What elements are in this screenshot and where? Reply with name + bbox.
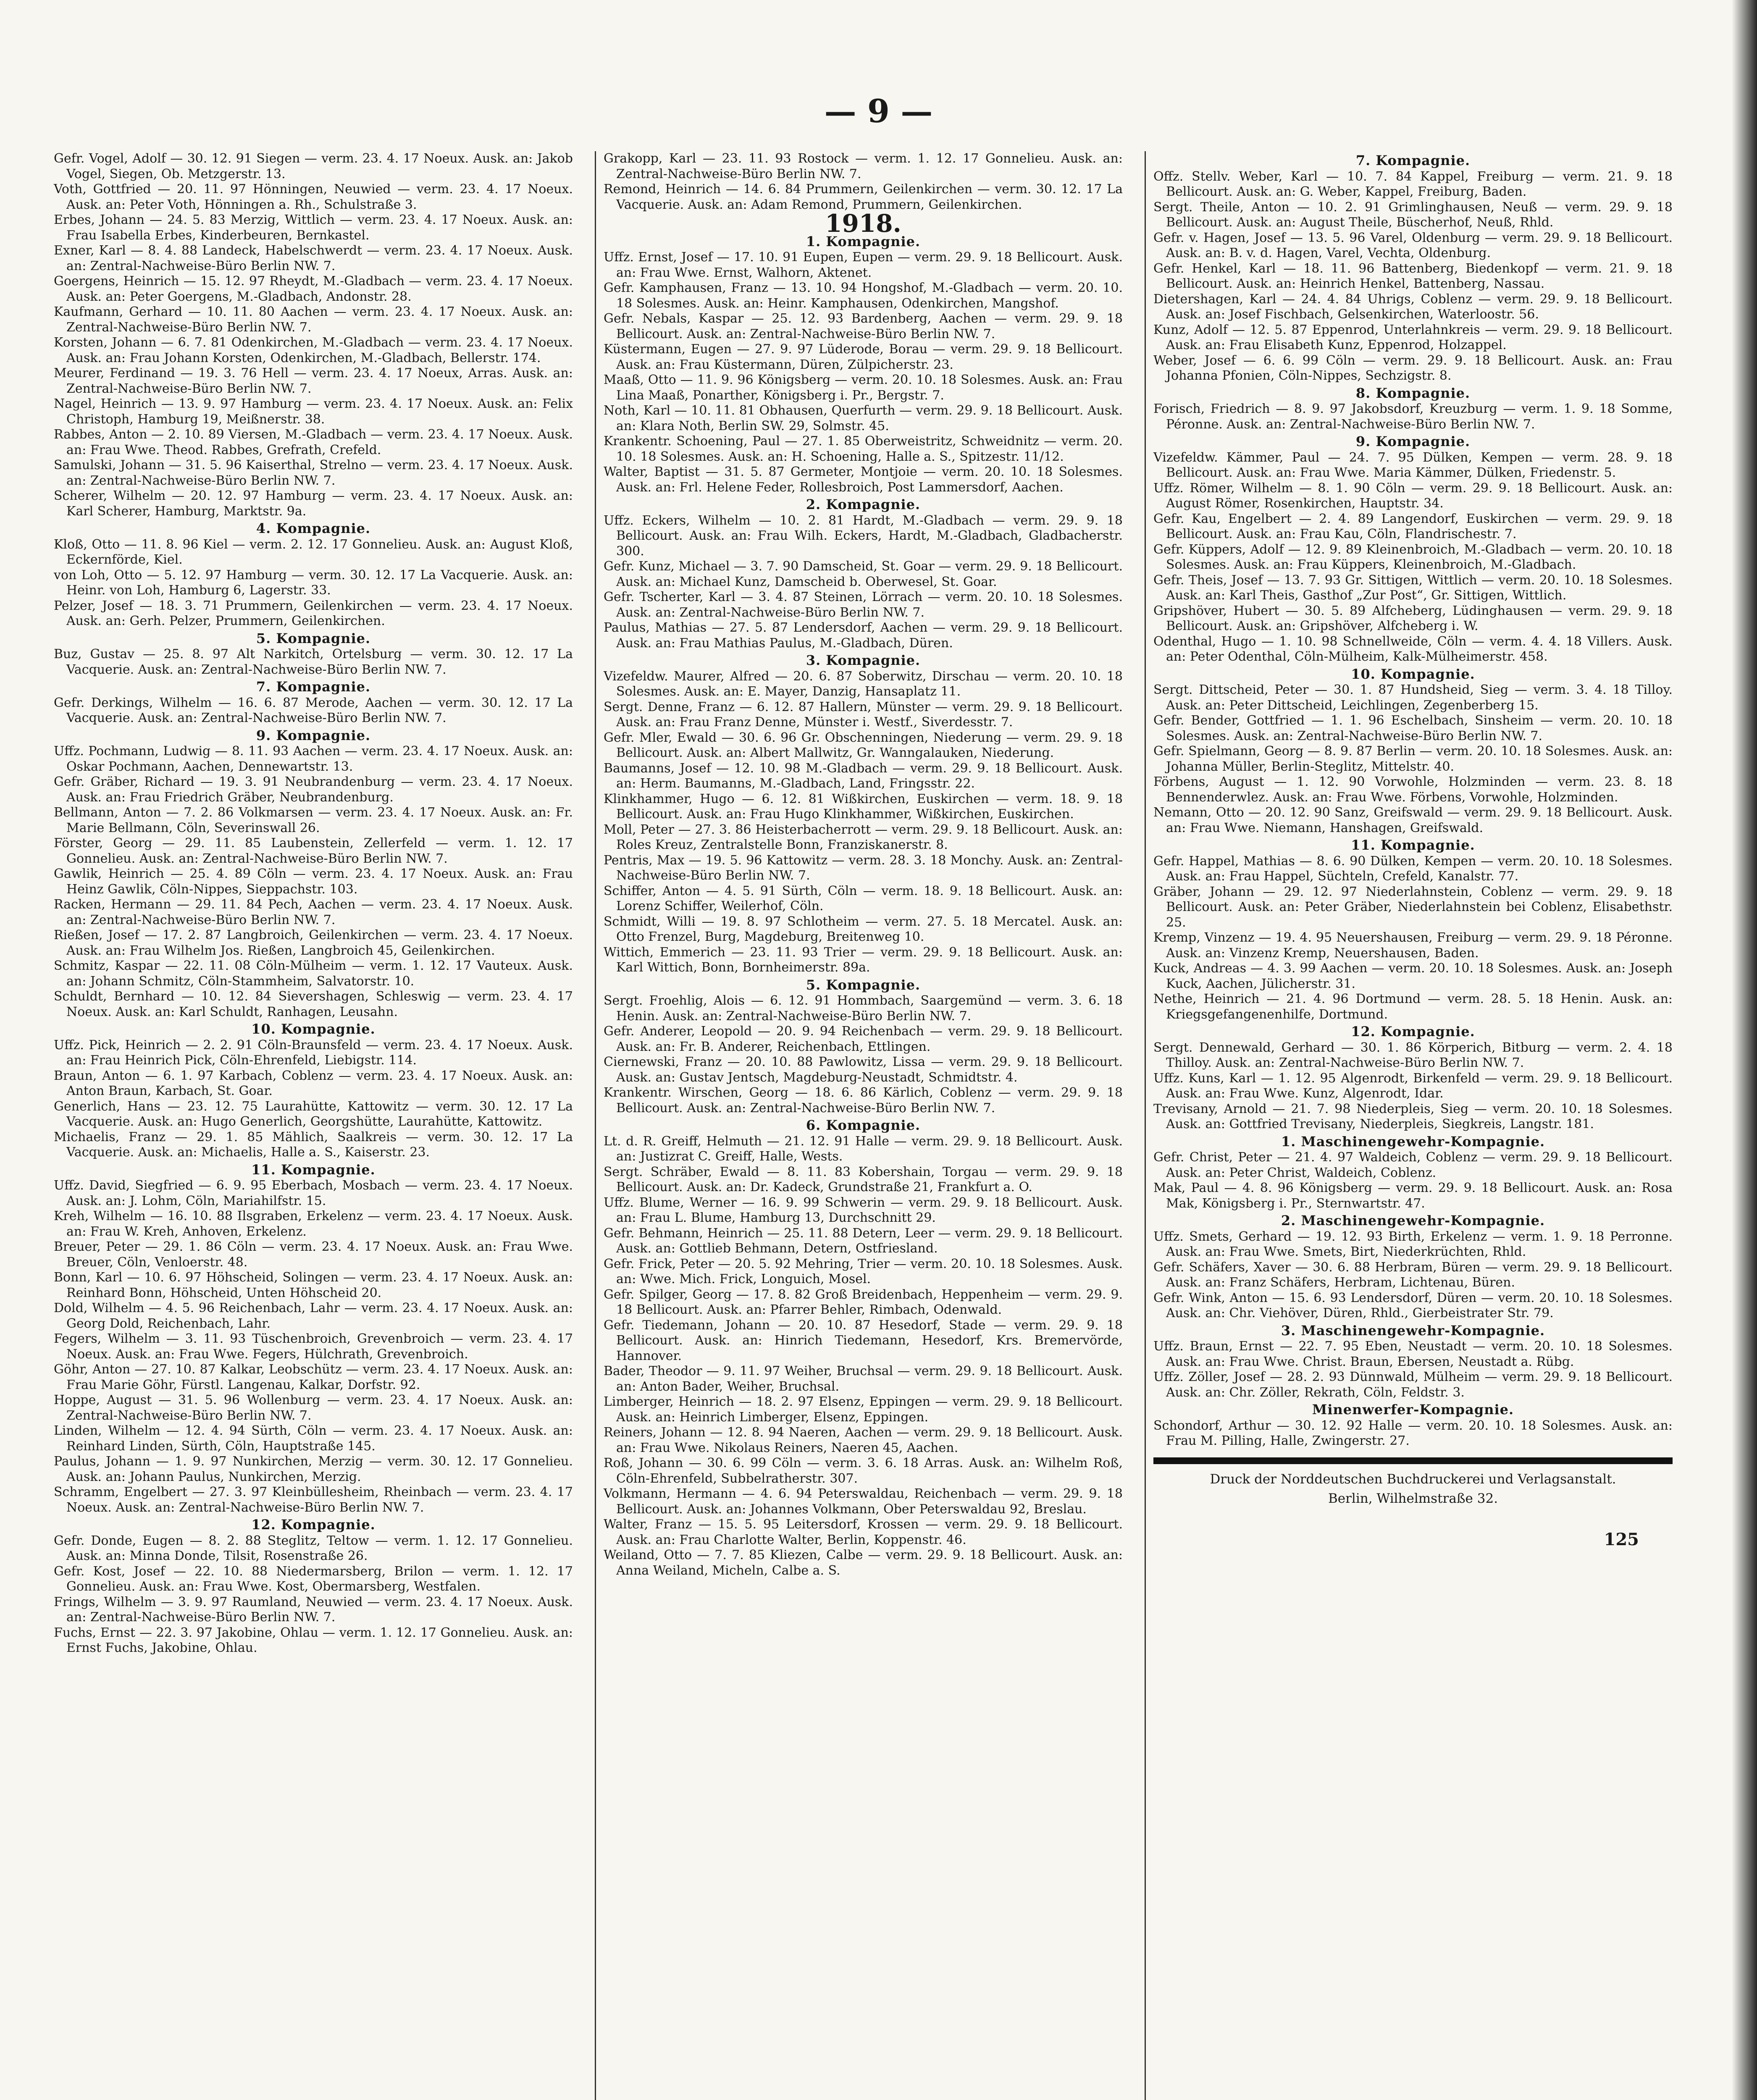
- casualty-entry: Kaufmann, Gerhard — 10. 11. 80 Aachen — verm. 23. 4. 17 Noeux. Ausk. an: Zentral-Nachweise-Büro Berlin NW. 7.: [54, 304, 573, 335]
- casualty-entry: Kremp, Vinzenz — 19. 4. 95 Neuershausen, Freiburg — verm. 29. 9. 18 Péronne. Ausk. an: Vinzenz Kremp, Neuershausen, Baden.: [1153, 930, 1673, 961]
- casualty-entry: Meurer, Ferdinand — 19. 3. 76 Hell — verm. 23. 4. 17 Noeux, Arras. Ausk. an: Zentral-Nachweise-Büro Berlin NW. 7.: [54, 366, 573, 396]
- casualty-entry: Exner, Karl — 8. 4. 88 Landeck, Habelschwerdt — verm. 23. 4. 17 Noeux. Ausk. an: Zentral-Nachweise-Büro Berlin NW. 7.: [54, 243, 573, 273]
- casualty-entry: Förbens, August — 1. 12. 90 Vorwohle, Holzminden — verm. 23. 8. 18 Bennenderwlez. Ausk. an: Frau Wwe. Förbens, Vorwohle, Holzminden.: [1153, 774, 1673, 805]
- casualty-entry: Uffz. Pick, Heinrich — 2. 2. 91 Cöln-Braunsfeld — verm. 23. 4. 17 Noeux. Ausk. an: Frau Heinrich Pick, Cöln-Ehrenfeld, Liebigstr. 114.: [54, 1037, 573, 1068]
- casualty-entry: Ciernewski, Franz — 20. 10. 88 Pawlowitz, Lissa — verm. 29. 9. 18 Bellicourt. Ausk. an: Gustav Jentsch, Magdeburg-Neustadt, Schmidtstr. 4.: [604, 1055, 1123, 1085]
- casualty-entry: Gefr. Bender, Gottfried — 1. 1. 96 Eschelbach, Sinsheim — verm. 20. 10. 18 Solesmes. Ausk. an: Zentral-Nachweise-Büro Berlin NW. 7.: [1153, 713, 1673, 743]
- casualty-entry: Sergt. Froehlig, Alois — 6. 12. 91 Hommbach, Saargemünd — verm. 3. 6. 18 Henin. Ausk. an: Zentral-Nachweise-Büro Berlin NW. 7.: [604, 993, 1123, 1024]
- casualty-entry: Sergt. Denne, Franz — 6. 12. 87 Hallern, Münster — verm. 29. 9. 18 Bellicourt. Ausk. an: Frau Franz Denne, Münster i. Westf., Siverdesstr. 7.: [604, 699, 1123, 730]
- casualty-entry: Uffz. Eckers, Wilhelm — 10. 2. 81 Hardt, M.-Gladbach — verm. 29. 9. 18 Bellicourt. Ausk. an: Frau Wilh. Eckers, Hardt, M.-Gladbach, Gladbacherstr. 300.: [604, 513, 1123, 559]
- column-2: [595, 151, 1130, 2100]
- casualty-entry: Fegers, Wilhelm — 3. 11. 93 Tüschenbroich, Grevenbroich — verm. 23. 4. 17 Noeux. Ausk. an: Frau Wwe. Fegers, Hülchrath, Grevenbroich.: [54, 1331, 573, 1362]
- casualty-entry: Goergens, Heinrich — 15. 12. 97 Rheydt, M.-Gladbach — verm. 23. 4. 17 Noeux. Ausk. an: Peter Goergens, M.-Gladbach, Andonstr. 28.: [54, 274, 573, 304]
- casualty-entry: Gefr. Spilger, Georg — 17. 8. 82 Groß Breidenbach, Heppenheim — verm. 29. 9. 18 Bellicourt. Ausk. an: Pfarrer Behler, Rimbach, Odenwald.: [604, 1287, 1123, 1317]
- casualty-entry: Kreh, Wilhelm — 16. 10. 88 Ilsgraben, Erkelenz — verm. 23. 4. 17 Noeux. Ausk. an: Frau W. Kreh, Anhoven, Erkelenz.: [54, 1209, 573, 1239]
- casualty-entry: Limberger, Heinrich — 18. 2. 97 Elsenz, Eppingen — verm. 29. 9. 18 Bellicourt. Ausk. an: Heinrich Limberger, Elsenz, Eppingen.: [604, 1394, 1123, 1425]
- casualty-entry: Gefr. Küppers, Adolf — 12. 9. 89 Kleinenbroich, M.-Gladbach — verm. 20. 10. 18 Solesmes. Ausk. an: Frau Küppers, Kleinenbroich, M.-Gladbach.: [1153, 542, 1673, 572]
- casualty-entry: Gefr. Schäfers, Xaver — 30. 6. 88 Herbram, Büren — verm. 29. 9. 18 Bellicourt. Ausk. an: Franz Schäfers, Herbram, Lichtenau, Büren.: [1153, 1260, 1673, 1290]
- casualty-entry: Gefr. Wink, Anton — 15. 6. 93 Lendersdorf, Düren — verm. 20. 10. 18 Solesmes. Ausk. an: Chr. Viehöver, Düren, Rhld., Gierbeistrater Str. 79.: [1153, 1290, 1673, 1320]
- casualty-entry: Trevisany, Arnold — 21. 7. 98 Niederpleis, Sieg — verm. 20. 10. 18 Solesmes. Ausk. an: Gottfried Trevisany, Niederpleis, Siegkreis, Langstr. 181.: [1153, 1101, 1673, 1131]
- casualty-entry: Sergt. Dennewald, Gerhard — 30. 1. 86 Körperich, Bitburg — verm. 2. 4. 18 Thilloy. Ausk. an: Zentral-Nachweise-Büro Berlin NW. 7.: [1153, 1040, 1673, 1070]
- company-heading: 10. Kompagnie.: [1351, 666, 1475, 682]
- company-heading: 5. Kompagnie.: [256, 630, 371, 646]
- casualty-entry: Wittich, Emmerich — 23. 11. 93 Trier — verm. 29. 9. 18 Bellicourt. Ausk. an: Karl Wittich, Bonn, Bornheimerstr. 89a.: [604, 945, 1123, 975]
- company-heading: 12. Kompagnie.: [1351, 1024, 1475, 1040]
- casualty-entry: Uffz. Blume, Werner — 16. 9. 99 Schwerin — verm. 29. 9. 18 Bellicourt. Ausk. an: Frau L. Blume, Hamburg 13, Durchschnitt 29.: [604, 1195, 1123, 1225]
- casualty-entry: Uffz. David, Siegfried — 6. 9. 95 Eberbach, Mosbach — verm. 23. 4. 17 Noeux. Ausk. an: J. Lohm, Cöln, Mariahilfstr. 15.: [54, 1178, 573, 1208]
- casualty-entry: Gefr. Frick, Peter — 20. 5. 92 Mehring, Trier — verm. 20. 10. 18 Solesmes. Ausk. an: Wwe. Mich. Frick, Longuich, Mosel.: [604, 1256, 1123, 1286]
- casualty-entry: Uffz. Ernst, Josef — 17. 10. 91 Eupen, Eupen — verm. 29. 9. 18 Bellicourt. Ausk. an: Frau Wwe. Ernst, Walhorn, Aktenet.: [604, 250, 1123, 280]
- casualty-entry: Uffz. Pochmann, Ludwig — 8. 11. 93 Aachen — verm. 23. 4. 17 Noeux. Ausk. an: Oskar Pochmann, Aachen, Dennewartstr. 13.: [54, 744, 573, 774]
- casualty-entry: Nagel, Heinrich — 13. 9. 97 Hamburg — verm. 23. 4. 17 Noeux. Ausk. an: Felix Christoph, Hamburg 19, Meißnerstr. 38.: [54, 396, 573, 427]
- casualty-entry: Walter, Franz — 15. 5. 95 Leitersdorf, Krossen — verm. 29. 9. 18 Bellicourt. Ausk. an: Frau Charlotte Walter, Berlin, Koppenstr. 46.: [604, 1517, 1123, 1547]
- casualty-entry: Gefr. Kunz, Michael — 3. 7. 90 Damscheid, St. Goar — verm. 29. 9. 18 Bellicourt. Ausk. an: Michael Kunz, Damscheid b. Oberwesel, St. Goar.: [604, 559, 1123, 589]
- casualty-entry: Gefr. Donde, Eugen — 8. 2. 88 Steglitz, Teltow — verm. 1. 12. 17 Gonnelieu. Ausk. an: Minna Donde, Tilsit, Rosenstraße 26.: [54, 1533, 573, 1563]
- company-heading: 3. Maschinengewehr-Kompagnie.: [1281, 1322, 1545, 1339]
- printer-imprint: Druck der Norddeutschen Buchdruckerei und Verlagsanstalt.: [1210, 1471, 1616, 1487]
- casualty-entry: Uffz. Kuns, Karl — 1. 12. 95 Algenrodt, Birkenfeld — verm. 29. 9. 18 Bellicourt. Ausk. an: Frau Wwe. Kunz, Algenrodt, Idar.: [1153, 1071, 1673, 1101]
- casualty-entry: Samulski, Johann — 31. 5. 96 Kaiserthal, Strelno — verm. 23. 4. 17 Noeux. Ausk. an: Zentral-Nachweise-Büro Berlin NW. 7.: [54, 458, 573, 488]
- casualty-entry: von Loh, Otto — 5. 12. 97 Hamburg — verm. 30. 12. 17 La Vacquerie. Ausk. an: Heinr. von Loh, Hamburg 6, Lagerstr. 33.: [54, 567, 573, 598]
- casualty-entry: Erbes, Johann — 24. 5. 83 Merzig, Wittlich — verm. 23. 4. 17 Noeux. Ausk. an: Frau Isabella Erbes, Kinderbeuren, Bernkastel.: [54, 213, 573, 243]
- casualty-entry: Vizefeldw. Kämmer, Paul — 24. 7. 95 Dülken, Kempen — verm. 28. 9. 18 Bellicourt. Ausk. an: Frau Wwe. Maria Kämmer, Dülken, Friedenstr. 5.: [1153, 450, 1673, 480]
- company-heading: 9. Kompagnie.: [1355, 433, 1471, 449]
- company-heading: 7. Kompagnie.: [256, 679, 371, 695]
- casualty-entry: Gefr. Theis, Josef — 13. 7. 93 Gr. Sittigen, Wittlich — verm. 20. 10. 18 Solesmes. Ausk. an: Karl Theis, Gasthof „Zur Post“, Gr. Sittigen, Wittlich.: [1153, 572, 1673, 603]
- casualty-entry: Klinkhammer, Hugo — 6. 12. 81 Wißkirchen, Euskirchen — verm. 18. 9. 18 Bellicourt. Ausk. an: Frau Hugo Klinkhammer, Wißkirchen, Euskirchen.: [604, 791, 1123, 822]
- casualty-entry: Voth, Gottfried — 20. 11. 97 Hönningen, Neuwied — verm. 23. 4. 17 Noeux. Ausk. an: Peter Voth, Hönningen a. Rh., Schulstraße 3.: [54, 182, 573, 212]
- casualty-entry: Vizefeldw. Maurer, Alfred — 20. 6. 87 Soberwitz, Dirschau — verm. 20. 10. 18 Solesmes. Ausk. an: E. Mayer, Danzig, Hansaplatz 11.: [604, 669, 1123, 699]
- casualty-entry: Gefr. Kau, Engelbert — 2. 4. 89 Langendorf, Euskirchen — verm. 29. 9. 18 Bellicourt. Ausk. an: Frau Kau, Cöln, Flandrischestr. 7.: [1153, 511, 1673, 541]
- casualty-entry: Uffz. Zöller, Josef — 28. 2. 93 Dünnwald, Mülheim — verm. 29. 9. 18 Bellicourt. Ausk. an: Chr. Zöller, Rekrath, Cöln, Feldstr. 3.: [1153, 1370, 1673, 1400]
- casualty-entry: Gefr. Kost, Josef — 22. 10. 88 Niedermarsberg, Brilon — verm. 1. 12. 17 Gonnelieu. Ausk. an: Frau Wwe. Kost, Obermarsberg, Westfalen.: [54, 1564, 573, 1594]
- casualty-entry: Roß, Johann — 30. 6. 99 Cöln — verm. 3. 6. 18 Arras. Ausk. an: Wilhelm Roß, Cöln-Ehrenfeld, Subbelratherstr. 307.: [604, 1456, 1123, 1486]
- company-heading: 10. Kompagnie.: [251, 1021, 376, 1037]
- company-heading: 1. Kompagnie.: [806, 233, 921, 249]
- casualty-entry: Walter, Baptist — 31. 5. 87 Germeter, Montjoie — verm. 20. 10. 18 Solesmes. Ausk. an: Frl. Helene Feder, Rollesbroich, Post Lammersdorf, Aachen.: [604, 465, 1123, 495]
- casualty-entry: Nethe, Heinrich — 21. 4. 96 Dortmund — verm. 28. 5. 18 Henin. Ausk. an: Kriegsgefangenenhilfe, Dortmund.: [1153, 992, 1673, 1022]
- casualty-entry: Gefr. Derkings, Wilhelm — 16. 6. 87 Merode, Aachen — verm. 30. 12. 17 La Vacquerie. Ausk. an: Zentral-Nachweise-Büro Berlin NW. 7.: [54, 695, 573, 725]
- casualty-entry: Schuldt, Bernhard — 10. 12. 84 Sievershagen, Schleswig — verm. 23. 4. 17 Noeux. Ausk. an: Karl Schuldt, Ranhagen, Leusahn.: [54, 989, 573, 1019]
- casualty-entry: Weiland, Otto — 7. 7. 85 Kliezen, Calbe — verm. 29. 9. 18 Bellicourt. Ausk. an: Anna Weiland, Micheln, Calbe a. S.: [604, 1548, 1123, 1578]
- casualty-entry: Frings, Wilhelm — 3. 9. 97 Raumland, Neuwied — verm. 23. 4. 17 Noeux. Ausk. an: Zentral-Nachweise-Büro Berlin NW. 7.: [54, 1594, 573, 1625]
- casualty-entry: Paulus, Johann — 1. 9. 97 Nunkirchen, Merzig — verm. 30. 12. 17 Gonnelieu. Ausk. an: Johann Paulus, Nunkirchen, Merzig.: [54, 1454, 573, 1484]
- casualty-entry: Baumanns, Josef — 12. 10. 98 M.-Gladbach — verm. 29. 9. 18 Bellicourt. Ausk. an: Herm. Baumanns, M.-Gladbach, Land, Fringsstr. 22.: [604, 761, 1123, 791]
- casualty-entry: Nemann, Otto — 20. 12. 90 Sanz, Greifswald — verm. 29. 9. 18 Bellicourt. Ausk. an: Frau Wwe. Niemann, Hanshagen, Greifswald.: [1153, 805, 1673, 835]
- company-heading: 11. Kompagnie.: [1351, 837, 1475, 853]
- casualty-entry: Gawlik, Heinrich — 25. 4. 89 Cöln — verm. 23. 4. 17 Noeux. Ausk. an: Frau Heinz Gawlik, Cöln-Nippes, Sieppachstr. 103.: [54, 866, 573, 897]
- casualty-entry: Gefr. v. Hagen, Josef — 13. 5. 96 Varel, Oldenburg — verm. 29. 9. 18 Bellicourt. Ausk. an: B. v. d. Hagen, Varel, Vechta, Oldenburg.: [1153, 230, 1673, 260]
- casualty-entry: Gefr. Tiedemann, Johann — 20. 10. 87 Hesedorf, Stade — verm. 29. 9. 18 Bellicourt. Ausk. an: Hinrich Tiedemann, Hesedorf, Krs. Bremervörde, Hannover.: [604, 1318, 1123, 1363]
- casualty-entry: Michaelis, Franz — 29. 1. 85 Mählich, Saalkreis — verm. 30. 12. 17 La Vacquerie. Ausk. an: Michaelis, Halle a. S., Kaiserstr. 23.: [54, 1129, 573, 1160]
- company-heading: 6. Kompagnie.: [806, 1117, 921, 1133]
- casualty-entry: Dold, Wilhelm — 4. 5. 96 Reichenbach, Lahr — verm. 23. 4. 17 Noeux. Ausk. an: Georg Dold, Reichenbach, Lahr.: [54, 1301, 573, 1331]
- casualty-entry: Mak, Paul — 4. 8. 96 Königsberg — verm. 29. 9. 18 Bellicourt. Ausk. an: Rosa Mak, Königsberg i. Pr., Sternwartstr. 47.: [1153, 1181, 1673, 1211]
- casualty-entry: Gefr. Kamphausen, Franz — 13. 10. 94 Hongshof, M.-Gladbach — verm. 20. 10. 18 Solesmes. Ausk. an: Heinr. Kamphausen, Odenkirchen, Mangshof.: [604, 281, 1123, 311]
- company-heading: 8. Kompagnie.: [1355, 385, 1471, 401]
- casualty-entry: Kloß, Otto — 11. 8. 96 Kiel — verm. 2. 12. 17 Gonnelieu. Ausk. an: August Kloß, Eckernförde, Kiel.: [54, 537, 573, 567]
- casualty-entry: Lt. d. R. Greiff, Helmuth — 21. 12. 91 Halle — verm. 29. 9. 18 Bellicourt. Ausk. an: Justizrat C. Greiff, Halle, Wests.: [604, 1134, 1123, 1164]
- casualty-entry: Gefr. Happel, Mathias — 8. 6. 90 Dülken, Kempen — verm. 20. 10. 18 Solesmes. Ausk. an: Frau Happel, Süchteln, Crefeld, Kanalstr. 77.: [1153, 853, 1673, 884]
- page-number: — 9 —: [824, 92, 933, 130]
- casualty-entry: Göhr, Anton — 27. 10. 87 Kalkar, Leobschütz — verm. 23. 4. 17 Noeux. Ausk. an: Frau Marie Göhr, Fürstl. Langenau, Kalkar, Dorfstr. 92.: [54, 1362, 573, 1392]
- casualty-entry: Kunz, Adolf — 12. 5. 87 Eppenrod, Unterlahnkreis — verm. 29. 9. 18 Bellicourt. Ausk. an: Frau Elisabeth Kunz, Eppenrod, Holzappel.: [1153, 322, 1673, 352]
- casualty-entry: Volkmann, Hermann — 4. 6. 94 Peterswaldau, Reichenbach — verm. 29. 9. 18 Bellicourt. Ausk. an: Johannes Volkmann, Ober Peterswaldau 92, Breslau.: [604, 1486, 1123, 1517]
- casualty-entry: Gefr. Vogel, Adolf — 30. 12. 91 Siegen — verm. 23. 4. 17 Noeux. Ausk. an: Jakob Vogel, Siegen, Ob. Metzgerstr. 13.: [54, 151, 573, 181]
- casualty-entry: Krankentr. Schoening, Paul — 27. 1. 85 Oberweistritz, Schweidnitz — verm. 20. 10. 18 Solesmes. Ausk. an: H. Schoening, Halle a. S., Spitzestr. 11/12.: [604, 434, 1123, 464]
- scan-edge-shadow: [1732, 0, 1757, 2100]
- casualty-entry: Uffz. Smets, Gerhard — 19. 12. 93 Birth, Erkelenz — verm. 1. 9. 18 Perronne. Ausk. an: Frau Wwe. Smets, Birt, Niederkrüchten, Rhld.: [1153, 1229, 1673, 1259]
- casualty-entry: Krankentr. Wirschen, Georg — 18. 6. 86 Kärlich, Coblenz — verm. 29. 9. 18 Bellicourt. Ausk. an: Zentral-Nachweise-Büro Berlin NW. 7.: [604, 1085, 1123, 1116]
- casualty-entry: Schramm, Engelbert — 27. 3. 97 Kleinbüllesheim, Rheinbach — verm. 23. 4. 17 Noeux. Ausk. an: Zentral-Nachweise-Büro Berlin NW. 7.: [54, 1485, 573, 1515]
- column-3-body: [1153, 153, 1673, 1449]
- casualty-entry: Förster, Georg — 29. 11. 85 Laubenstein, Zellerfeld — verm. 1. 12. 17 Gonnelieu. Ausk. an: Zentral-Nachweise-Büro Berlin NW. 7.: [54, 836, 573, 866]
- company-heading: 9. Kompagnie.: [256, 727, 371, 743]
- casualty-entry: Gefr. Nebals, Kaspar — 25. 12. 93 Bardenberg, Aachen — verm. 29. 9. 18 Bellicourt. Ausk. an: Zentral-Nachweise-Büro Berlin NW. 7.: [604, 311, 1123, 341]
- printer-address: Berlin, Wilhelmstraße 32.: [1328, 1491, 1498, 1506]
- company-heading: 7. Kompagnie.: [1355, 152, 1471, 168]
- company-heading: 3. Kompagnie.: [806, 652, 921, 668]
- casualty-entry: Weber, Josef — 6. 6. 99 Cöln — verm. 29. 9. 18 Bellicourt. Ausk. an: Frau Johanna Pfonien, Cöln-Nippes, Sechzigstr. 8.: [1153, 353, 1673, 383]
- casualty-entry: Grakopp, Karl — 23. 11. 93 Rostock — verm. 1. 12. 17 Gonnelieu. Ausk. an: Zentral-Nachweise-Büro Berlin NW. 7.: [604, 151, 1123, 181]
- company-heading: 4. Kompagnie.: [256, 520, 371, 536]
- casualty-entry: Forisch, Friedrich — 8. 9. 97 Jakobsdorf, Kreuzburg — verm. 1. 9. 18 Somme, Péronne. Ausk. an: Zentral-Nachweise-Büro Berlin NW. 7.: [1153, 402, 1673, 432]
- casualty-entry: Pentris, Max — 19. 5. 96 Kattowitz — verm. 28. 3. 18 Monchy. Ausk. an: Zentral-Nachweise-Büro Berlin NW. 7.: [604, 853, 1123, 883]
- sheet-number: 125: [1604, 1529, 1639, 1549]
- casualty-entry: Remond, Heinrich — 14. 6. 84 Prummern, Geilenkirchen — verm. 30. 12. 17 La Vacquerie. Ausk. an: Adam Remond, Prummern, Geilenkirchen.: [604, 182, 1123, 212]
- casualty-entry: Gefr. Tscherter, Karl — 3. 4. 87 Steinen, Lörrach — verm. 20. 10. 18 Solesmes. Ausk. an: Zentral-Nachweise-Büro Berlin NW. 7.: [604, 590, 1123, 620]
- casualty-entry: Uffz. Braun, Ernst — 22. 7. 95 Eben, Neustadt — verm. 20. 10. 18 Solesmes. Ausk. an: Frau Wwe. Christ. Braun, Ebersen, Neustadt a. Rübg.: [1153, 1339, 1673, 1369]
- casualty-entry: Schondorf, Arthur — 30. 12. 92 Halle — verm. 20. 10. 18 Solesmes. Ausk. an: Frau M. Pilling, Halle, Zwingerstr. 27.: [1153, 1418, 1673, 1448]
- casualty-entry: Offz. Stellv. Weber, Karl — 10. 7. 84 Kappel, Freiburg — verm. 21. 9. 18 Bellicourt. Ausk. an: G. Weber, Kappel, Freiburg, Baden.: [1153, 169, 1673, 199]
- casualty-entry: Gräber, Johann — 29. 12. 97 Niederlahnstein, Coblenz — verm. 29. 9. 18 Bellicourt. Ausk. an: Peter Gräber, Niederlahnstein bei Coblenz, Elisabethstr. 25.: [1153, 884, 1673, 930]
- casualty-entry: Paulus, Mathias — 27. 5. 87 Lendersdorf, Aachen — verm. 29. 9. 18 Bellicourt. Ausk. an: Frau Mathias Paulus, M.-Gladbach, Düren.: [604, 620, 1123, 651]
- casualty-entry: Küstermann, Eugen — 27. 9. 97 Lüderode, Borau — verm. 29. 9. 18 Bellicourt. Ausk. an: Frau Küstermann, Düren, Zülpicherstr. 23.: [604, 342, 1123, 372]
- casualty-entry: Korsten, Johann — 6. 7. 81 Odenkirchen, M.-Gladbach — verm. 23. 4. 17 Noeux. Ausk. an: Frau Johann Korsten, Odenkirchen, M.-Gladbach, Bellerstr. 174.: [54, 335, 573, 365]
- casualty-entry: Kuck, Andreas — 4. 3. 99 Aachen — verm. 20. 10. 18 Solesmes. Ausk. an: Joseph Kuck, Aachen, Jülicherstr. 31.: [1153, 961, 1673, 991]
- casualty-entry: Bellmann, Anton — 7. 2. 86 Volkmarsen — verm. 23. 4. 17 Noeux. Ausk. an: Fr. Marie Bellmann, Cöln, Severinswall 26.: [54, 805, 573, 835]
- casualty-entry: Moll, Peter — 27. 3. 86 Heisterbacherrott — verm. 29. 9. 18 Bellicourt. Ausk. an: Roles Kreuz, Zentralstelle Bonn, Franziskanerstr. 8.: [604, 822, 1123, 852]
- casualty-entry: Gefr. Behmann, Heinrich — 25. 11. 88 Detern, Leer — verm. 29. 9. 18 Bellicourt. Ausk. an: Gottlieb Behmann, Detern, Ostfriesland.: [604, 1226, 1123, 1256]
- casualty-entry: Reiners, Johann — 12. 8. 94 Naeren, Aachen — verm. 29. 9. 18 Bellicourt. Ausk. an: Frau Wwe. Nikolaus Reiners, Naeren 45, Aachen.: [604, 1425, 1123, 1455]
- company-heading: 12. Kompagnie.: [251, 1517, 376, 1533]
- casualty-entry: Bader, Theodor — 9. 11. 97 Weiher, Bruchsal — verm. 29. 9. 18 Bellicourt. Ausk. an: Anton Bader, Weiher, Bruchsal.: [604, 1364, 1123, 1394]
- casualty-entry: Dietershagen, Karl — 24. 4. 84 Uhrigs, Coblenz — verm. 29. 9. 18 Bellicourt. Ausk. an: Josef Fischbach, Gelsenkirchen, Waterloostr. 56.: [1153, 291, 1673, 322]
- casualty-entry: Sergt. Dittscheid, Peter — 30. 1. 87 Hundsheid, Sieg — verm. 3. 4. 18 Tilloy. Ausk. an: Peter Dittscheid, Leichlingen, Zegenberberg 15.: [1153, 682, 1673, 713]
- column-3: [1145, 151, 1680, 2100]
- casualty-entry: Fuchs, Ernst — 22. 3. 97 Jakobine, Ohlau — verm. 1. 12. 17 Gonnelieu. Ausk. an: Ernst Fuchs, Jakobine, Ohlau.: [54, 1625, 573, 1655]
- casualty-entry: Buz, Gustav — 25. 8. 97 Alt Narkitch, Ortelsburg — verm. 30. 12. 17 La Vacquerie. Ausk. an: Zentral-Nachweise-Büro Berlin NW. 7.: [54, 647, 573, 677]
- casualty-entry: Schiffer, Anton — 4. 5. 91 Sürth, Cöln — verm. 18. 9. 18 Bellicourt. Ausk. an: Lorenz Schiffer, Weilerhof, Cöln.: [604, 883, 1123, 914]
- casualty-entry: Schmitz, Kaspar — 22. 11. 08 Cöln-Mülheim — verm. 1. 12. 17 Vauteux. Ausk. an: Johann Schmitz, Cöln-Stammheim, Salvatorstr. 10.: [54, 958, 573, 989]
- casualty-entry: Noth, Karl — 10. 11. 81 Obhausen, Querfurth — verm. 29. 9. 18 Bellicourt. Ausk. an: Klara Noth, Berlin SW. 29, Solmstr. 45.: [604, 403, 1123, 433]
- casualty-entry: Scherer, Wilhelm — 20. 12. 97 Hamburg — verm. 23. 4. 17 Noeux. Ausk. an: Karl Scherer, Hamburg, Marktstr. 9a.: [54, 488, 573, 519]
- casualty-entry: Sergt. Theile, Anton — 10. 2. 91 Grimlinghausen, Neuß — verm. 29. 9. 18 Bellicourt. Ausk. an: August Theile, Büscherhof, Neuß, Rhld.: [1153, 200, 1673, 230]
- company-heading: 5. Kompagnie.: [806, 976, 921, 993]
- casualty-entry: Gefr. Gräber, Richard — 19. 3. 91 Neubrandenburg — verm. 23. 4. 17 Noeux. Ausk. an: Frau Friedrich Gräber, Neubrandenburg.: [54, 774, 573, 805]
- casualty-entry: Odenthal, Hugo — 1. 10. 98 Schnellweide, Cöln — verm. 4. 4. 18 Villers. Ausk. an: Peter Odenthal, Cöln-Mülheim, Kalk-Mülheimerstr. 458.: [1153, 634, 1673, 664]
- closing-rule: [1153, 1457, 1673, 1464]
- casualty-entry: Gefr. Anderer, Leopold — 20. 9. 94 Reichenbach — verm. 29. 9. 18 Bellicourt. Ausk. an: Fr. B. Anderer, Reichenbach, Ettlingen.: [604, 1024, 1123, 1054]
- casualty-entry: Linden, Wilhelm — 12. 4. 94 Sürth, Cöln — verm. 23. 4. 17 Noeux. Ausk. an: Reinhard Linden, Sürth, Cöln, Hauptstraße 145.: [54, 1423, 573, 1454]
- casualty-entry: Braun, Anton — 6. 1. 97 Karbach, Coblenz — verm. 23. 4. 17 Noeux. Ausk. an: Anton Braun, Karbach, St. Goar.: [54, 1068, 573, 1098]
- casualty-entry: Maaß, Otto — 11. 9. 96 Königsberg — verm. 20. 10. 18 Solesmes. Ausk. an: Frau Lina Maaß, Ponarther, Königsberg i. Pr., Bergstr. 7.: [604, 373, 1123, 403]
- casualty-entry: Gefr. Spielmann, Georg — 8. 9. 87 Berlin — verm. 20. 10. 18 Solesmes. Ausk. an: Johanna Müller, Berlin-Steglitz, Mittelstr. 40.: [1153, 744, 1673, 774]
- casualty-entry: Rabbes, Anton — 2. 10. 89 Viersen, M.-Gladbach — verm. 23. 4. 17 Noeux. Ausk. an: Frau Wwe. Theod. Rabbes, Grefrath, Crefeld.: [54, 427, 573, 457]
- casualty-entry: Bonn, Karl — 10. 6. 97 Höhscheid, Solingen — verm. 23. 4. 17 Noeux. Ausk. an: Reinhard Bonn, Höhscheid, Unten Höhscheid 20.: [54, 1270, 573, 1300]
- company-heading: 2. Maschinengewehr-Kompagnie.: [1281, 1213, 1545, 1228]
- casualty-entry: Schmidt, Willi — 19. 8. 97 Schlotheim — verm. 27. 5. 18 Mercatel. Ausk. an: Otto Frenzel, Burg, Magdeburg, Breitenweg 10.: [604, 914, 1123, 944]
- casualty-entry: Pelzer, Josef — 18. 3. 71 Prummern, Geilenkirchen — verm. 23. 4. 17 Noeux. Ausk. an: Gerh. Pelzer, Prummern, Geilenkirchen.: [54, 598, 573, 628]
- column-1: [46, 151, 580, 2100]
- casualty-entry: Breuer, Peter — 29. 1. 86 Cöln — verm. 23. 4. 17 Noeux. Ausk. an: Frau Wwe. Breuer, Cöln, Venloerstr. 48.: [54, 1239, 573, 1270]
- casualty-entry: Uffz. Römer, Wilhelm — 8. 1. 90 Cöln — verm. 29. 9. 18 Bellicourt. Ausk. an: August Römer, Rosenkirchen, Hauptstr. 34.: [1153, 480, 1673, 511]
- casualty-entry: Gefr. Christ, Peter — 21. 4. 97 Waldeich, Coblenz — verm. 29. 9. 18 Bellicourt. Ausk. an: Peter Christ, Waldeich, Coblenz.: [1153, 1150, 1673, 1180]
- casualty-entry: Racken, Hermann — 29. 11. 84 Pech, Aachen — verm. 23. 4. 17 Noeux. Ausk. an: Zentral-Nachweise-Büro Berlin NW. 7.: [54, 897, 573, 927]
- text-columns: [46, 151, 1680, 2100]
- company-heading: 2. Kompagnie.: [806, 496, 921, 512]
- casualty-entry: Hoppe, August — 31. 5. 96 Wollenburg — verm. 23. 4. 17 Noeux. Ausk. an: Zentral-Nachweise-Büro Berlin NW. 7.: [54, 1393, 573, 1423]
- year-heading: 1918.: [825, 209, 901, 238]
- casualty-entry: Gefr. Henkel, Karl — 18. 11. 96 Battenberg, Biedenkopf — verm. 21. 9. 18 Bellicourt. Ausk. an: Heinrich Henkel, Battenberg, Nassau.: [1153, 261, 1673, 291]
- casualty-entry: Generlich, Hans — 23. 12. 75 Laurahütte, Kattowitz — verm. 30. 12. 17 La Vacquerie. Ausk. an: Hugo Generlich, Georgshütte, Laurahütte, Kattowitz.: [54, 1099, 573, 1129]
- company-heading: Minenwerfer-Kompagnie.: [1312, 1402, 1514, 1418]
- casualty-entry: Gefr. Mler, Ewald — 30. 6. 96 Gr. Obschenningen, Niederung — verm. 29. 9. 18 Bellicourt. Ausk. an: Albert Mallwitz, Gr. Wanngalauken, Niederung.: [604, 730, 1123, 760]
- casualty-entry: Sergt. Schräber, Ewald — 8. 11. 83 Kobershain, Torgau — verm. 29. 9. 18 Bellicourt. Ausk. an: Dr. Kadeck, Grundstraße 21, Frankfurt a. O.: [604, 1164, 1123, 1194]
- company-heading: 11. Kompagnie.: [251, 1161, 376, 1178]
- casualty-entry: Gripshöver, Hubert — 30. 5. 89 Alfcheberg, Lüdinghausen — verm. 29. 9. 18 Bellicourt. Ausk. an: Gripshöver, Alfcheberg i. W.: [1153, 603, 1673, 633]
- company-heading: 1. Maschinengewehr-Kompagnie.: [1281, 1133, 1545, 1150]
- casualty-entry: Rießen, Josef — 17. 2. 87 Langbroich, Geilenkirchen — verm. 23. 4. 17 Noeux. Ausk. an: Frau Wilhelm Jos. Rießen, Langbroich 45, Geilenkirchen.: [54, 928, 573, 958]
